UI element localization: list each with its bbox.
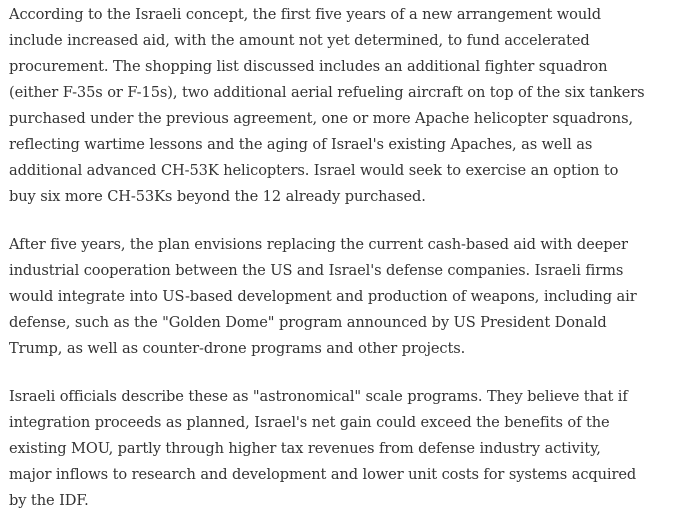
text-line: major inflows to research and development and lower unit costs for systems acquired (9, 466, 637, 483)
text-line: procurement. The shopping list discussed includes an additional fighter squadron (9, 58, 608, 75)
text-line: would integrate into US-based development and production of weapons, including air (9, 288, 637, 305)
text-line: After five years, the plan envisions replacing the current cash-based aid with deeper (9, 236, 628, 253)
text-line: Trump, as well as counter-drone programs and other projects. (9, 340, 466, 357)
text-line: additional advanced CH-53K helicopters. Israel would seek to exercise an option to (9, 162, 619, 179)
text-line: buy six more CH-53Ks beyond the 12 already purchased. (9, 188, 426, 205)
text-line: industrial cooperation between the US and Israel's defense companies. Israeli firms (9, 262, 624, 279)
text-line: defense, such as the "Golden Dome" program announced by US President Donald (9, 314, 607, 331)
text-line: integration proceeds as planned, Israel's net gain could exceed the benefits of the (9, 414, 610, 431)
text-line: existing MOU, partly through higher tax revenues from defense industry activity, (9, 440, 601, 457)
paragraph-industrial-cooperation (9, 232, 673, 362)
paragraph-officials-view (9, 384, 673, 514)
text-line: include increased aid, with the amount not yet determined, to fund accelerated (9, 32, 590, 49)
paragraph-aid-procurement (9, 2, 673, 210)
text-line: by the IDF. (9, 492, 89, 509)
text-line: Israeli officials describe these as "astronomical" scale programs. They believe that if (9, 388, 628, 405)
text-line: (either F-35s or F-15s), two additional aerial refueling aircraft on top of the six tankers (9, 84, 645, 101)
text-line: According to the Israeli concept, the first five years of a new arrangement would (9, 6, 601, 23)
text-line: purchased under the previous agreement, one or more Apache helicopter squadrons, (9, 110, 634, 127)
text-line: reflecting wartime lessons and the aging of Israel's existing Apaches, as well as (9, 136, 593, 153)
